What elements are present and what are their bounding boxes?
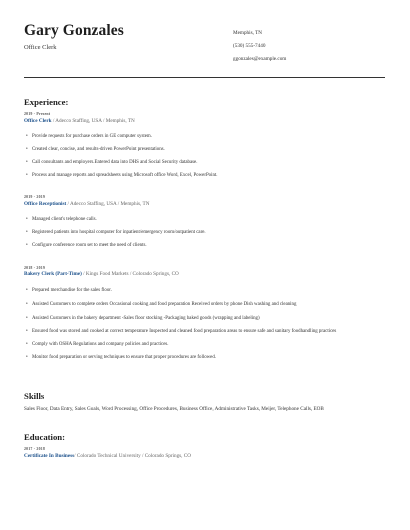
job-title: Office Clerk <box>24 118 52 124</box>
skills-heading: Skills <box>24 391 45 401</box>
job-dates: 2019 - Present <box>24 112 51 116</box>
candidate-name: Gary Gonzales <box>24 22 124 39</box>
job-dates: 2019 - 2019 <box>24 195 46 199</box>
list-item: • Created clear, concise, and results-driven PowerPoint presentations. <box>26 146 381 153</box>
list-item: • Prepared merchandise for the sales floor. <box>26 287 381 294</box>
job-employer: / Adecco Staffing, USA / Memphis, TN <box>66 201 150 207</box>
job-dates: 2018 - 2019 <box>24 266 46 270</box>
list-item: • Call consultants and employers.Entered data into DHS and Social Security database. <box>26 159 381 166</box>
education-heading: Education: <box>24 432 66 442</box>
education-school: / Colorado Technical University / Colorado Springs, CO <box>74 453 191 459</box>
education-title: Certificate In Business <box>24 453 75 459</box>
list-item: • Provide requests for purchase orders in GE computer system. <box>26 133 381 140</box>
list-item: • Ensured food was stored and cooked at correct temperature Inspected and cleaned food preparation areas to ensure safe and sanitary foodhandling practices <box>26 328 381 335</box>
job-role <box>24 271 179 277</box>
list-item: • Managed client's telephone calls. <box>26 216 381 223</box>
list-item: • Assisted Customers in the bakery department -Sales floor stocking -Packaging baked goods (wrapping and labeling) <box>26 315 381 322</box>
education-entry <box>24 453 191 459</box>
contact-phone: (530) 555-7440 <box>233 43 266 49</box>
list-item: • Assisted Customers to complete orders Occasional cooking and food preparation Received orders by phone Dish washing and cleaning <box>26 301 381 308</box>
contact-email[interactable]: ggonzales@example.com <box>233 56 287 62</box>
job-employer: / Kings Food Markets / Colorado Springs, CO <box>81 271 179 277</box>
list-item: • Monitor food preparation or serving techniques to ensure that proper procedures are followed. <box>26 354 381 361</box>
job-role <box>24 118 135 124</box>
job-bullets <box>26 287 381 361</box>
list-item: • Registered patients into hospital computer for inpatient/emergency room/outpatient care. <box>26 229 381 236</box>
job-title: Bakery Clerk (Part-Time) <box>24 271 82 277</box>
education-dates: 2017 - 2018 <box>24 447 46 451</box>
job-title: Office Receptionist <box>24 201 67 207</box>
job-role <box>24 201 149 207</box>
contact-location: Memphis, TN <box>233 30 263 36</box>
list-item: • Configure conference room set to meet the need of clients. <box>26 242 381 249</box>
candidate-title: Office Clerk <box>24 44 57 51</box>
job-employer: / Adecco Staffing, USA / Memphis, TN <box>51 118 135 124</box>
header-divider <box>24 77 385 78</box>
experience-heading: Experience: <box>24 97 69 107</box>
list-item: • Comply with OSHA Regulations and company policies and practices. <box>26 341 381 348</box>
list-item: • Process and manage reports and spreadsheets using Microsoft office Word, Excel, PowerPoint. <box>26 172 381 179</box>
job-bullets <box>26 133 381 179</box>
job-bullets <box>26 216 381 249</box>
skills-list: Sales Floor, Data Entry, Sales Goals, Word Processing, Office Procedures, Business Office, Administrative Tasks, Meijer, Telephone Calls, EOB <box>24 406 324 412</box>
